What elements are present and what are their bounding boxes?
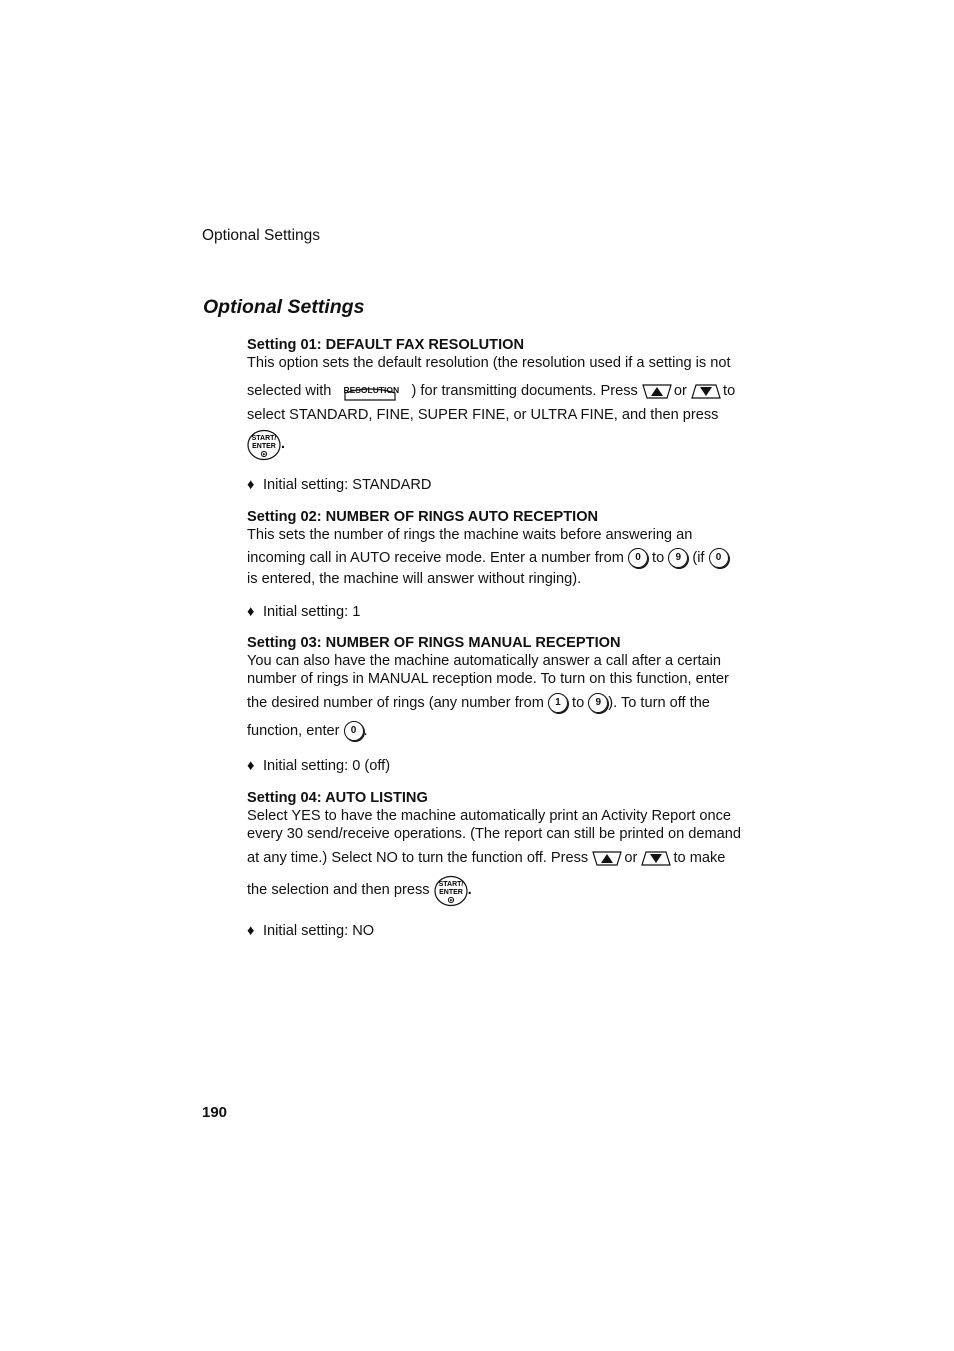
setting-03-text-line	[247, 691, 747, 715]
up-arrow-key-icon	[642, 383, 670, 399]
text: selected with	[247, 383, 332, 399]
setting-04-title: Setting 04: AUTO LISTING	[247, 790, 428, 806]
setting-04	[247, 789, 747, 940]
text: to	[652, 550, 665, 566]
text: to	[572, 695, 585, 711]
text: .	[363, 723, 368, 739]
setting-02-text-line	[247, 546, 747, 570]
start-key-label-top: START/	[251, 435, 277, 443]
setting-04-text-line	[247, 846, 747, 870]
text: to make	[673, 850, 726, 866]
setting-01-initial	[247, 476, 747, 494]
setting-01	[247, 336, 747, 494]
zero-key-icon: 0	[628, 548, 648, 568]
setting-02-title: Setting 02: NUMBER OF RINGS AUTO RECEPTION	[247, 509, 599, 525]
start-key-label-bottom: ENTER	[438, 889, 463, 897]
setting-01-text-line: This option sets the default resolution (the resolution used if a setting is not	[247, 355, 731, 371]
zero-key-icon: 0	[344, 721, 364, 741]
setting-04-initial	[247, 922, 747, 940]
page-title: Optional Settings	[203, 296, 365, 318]
start-key-label-bottom: ENTER	[252, 443, 276, 451]
text: function, enter	[247, 723, 340, 739]
setting-04-text-line	[247, 872, 747, 908]
setting-03	[247, 634, 747, 775]
setting-01-text-line	[247, 426, 747, 462]
nine-key-icon: 9	[668, 548, 688, 568]
text: at any time.) Select NO to turn the function off. Press	[247, 850, 589, 866]
setting-01-text-line	[247, 376, 747, 406]
setting-03-text-line	[247, 719, 747, 743]
setting-03-text-line: number of rings in MANUAL reception mode. To turn on this function, enter	[247, 671, 729, 687]
resolution-key-icon	[341, 379, 401, 403]
text: .	[281, 436, 286, 452]
setting-02-text-line: This sets the number of rings the machine waits before answering an	[247, 527, 693, 543]
text: (if	[692, 550, 705, 566]
setting-01-title: Setting 01: DEFAULT FAX RESOLUTION	[247, 337, 525, 353]
setting-04-text-line: every 30 send/receive operations. (The report can still be printed on demand	[247, 826, 742, 842]
running-header: Optional Settings	[202, 227, 321, 244]
setting-02	[247, 508, 747, 621]
start-key-label-top: START/	[438, 881, 463, 889]
text: Initial setting: 0 (off)	[263, 758, 391, 774]
page-number: 190	[202, 1104, 228, 1121]
up-arrow-key-icon	[592, 850, 620, 866]
text: Initial setting: STANDARD	[263, 477, 432, 493]
nine-key-icon: 9	[588, 693, 608, 713]
text: Initial setting: 1	[263, 604, 361, 620]
resolution-key-label: RESOLUTION	[343, 385, 400, 396]
text: the selection and then press	[247, 882, 430, 898]
text: the desired number of rings (any number from	[247, 695, 544, 711]
setting-03-initial	[247, 757, 747, 775]
text: Initial setting: NO	[263, 923, 375, 939]
diamond-bullet-icon: ♦	[247, 477, 255, 493]
text: incoming call in AUTO receive mode. Enter a number from	[247, 550, 624, 566]
zero-key-icon: 0	[709, 548, 729, 568]
diamond-bullet-icon: ♦	[247, 758, 255, 774]
start-enter-key-icon	[247, 429, 281, 459]
one-key-icon: 1	[548, 693, 568, 713]
setting-02-text-line: is entered, the machine will answer without ringing).	[247, 571, 582, 587]
setting-03-title: Setting 03: NUMBER OF RINGS MANUAL RECEPTION	[247, 635, 621, 651]
text: or	[673, 383, 687, 399]
text: ) for transmitting documents. Press	[411, 383, 638, 399]
diamond-bullet-icon: ♦	[247, 923, 255, 939]
text: to	[723, 383, 736, 399]
down-arrow-key-icon	[691, 383, 719, 399]
settings-content	[247, 336, 747, 940]
diamond-bullet-icon: ♦	[247, 604, 255, 620]
start-enter-key-icon	[434, 875, 468, 905]
setting-02-initial	[247, 603, 747, 621]
down-arrow-key-icon	[641, 850, 669, 866]
setting-04-text-line: Select YES to have the machine automatically print an Activity Report once	[247, 808, 732, 824]
text: or	[624, 850, 638, 866]
setting-03-text-line: You can also have the machine automatically answer a call after a certain	[247, 653, 722, 669]
text: ). To turn off the	[608, 695, 710, 711]
setting-01-text-line: select STANDARD, FINE, SUPER FINE, or ULTRA FINE, and then press	[247, 407, 719, 423]
text: .	[467, 882, 472, 898]
